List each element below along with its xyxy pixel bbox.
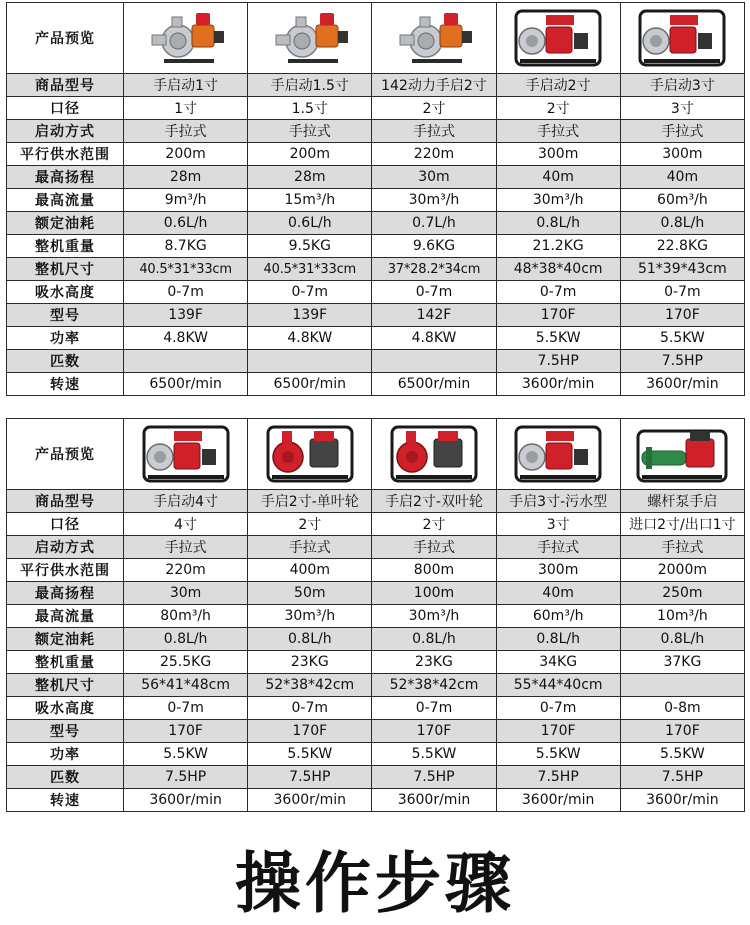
table-cell: 28m	[248, 166, 372, 189]
table-cell: 7.5HP	[124, 766, 248, 789]
table-cell: 2寸	[372, 513, 496, 536]
table-cell: 0.8L/h	[124, 628, 248, 651]
table-cell: 5.5KW	[620, 327, 744, 350]
framed-pump-icon	[630, 5, 734, 71]
row-label: 产品预览	[7, 3, 124, 74]
table-cell: 30m³/h	[248, 605, 372, 628]
table-cell: 0-7m	[372, 281, 496, 304]
table-cell: 0.8L/h	[620, 628, 744, 651]
table-cell: 3寸	[496, 513, 620, 536]
table-cell: 2000m	[620, 559, 744, 582]
row-label: 额定油耗	[7, 212, 124, 235]
product-image-cell	[496, 419, 620, 490]
table-row	[7, 258, 745, 281]
table-cell	[124, 350, 248, 373]
table-cell: 22.8KG	[620, 235, 744, 258]
table-cell: 220m	[372, 143, 496, 166]
table-cell: 0.6L/h	[124, 212, 248, 235]
row-label: 最高流量	[7, 189, 124, 212]
table-cell: 0-7m	[124, 697, 248, 720]
table-cell: 25.5KG	[124, 651, 248, 674]
row-label: 平行供水范围	[7, 143, 124, 166]
product-image-cell	[496, 3, 620, 74]
table-cell: 40m	[496, 582, 620, 605]
row-label: 商品型号	[7, 74, 124, 97]
table-cell: 52*38*42cm	[248, 674, 372, 697]
table-cell: 170F	[620, 720, 744, 743]
table-cell	[372, 350, 496, 373]
table-cell: 手拉式	[248, 120, 372, 143]
table-cell: 21.2KG	[496, 235, 620, 258]
row-label: 平行供水范围	[7, 559, 124, 582]
table-cell: 200m	[248, 143, 372, 166]
table-cell: 37KG	[620, 651, 744, 674]
table-cell: 5.5KW	[496, 743, 620, 766]
table-cell: 手启3寸-污水型	[496, 490, 620, 513]
table-cell: 220m	[124, 559, 248, 582]
table-cell: 30m	[124, 582, 248, 605]
table-cell: 5.5KW	[620, 743, 744, 766]
table-cell: 28m	[124, 166, 248, 189]
table-row	[7, 189, 745, 212]
table-row	[7, 743, 745, 766]
table-cell: 300m	[496, 143, 620, 166]
small-silver-pump-icon	[134, 5, 238, 71]
table-cell: 0-7m	[620, 281, 744, 304]
table-cell: 170F	[124, 720, 248, 743]
table-cell: 0.8L/h	[248, 628, 372, 651]
product-image-cell	[124, 3, 248, 74]
table-cell: 5.5KW	[248, 743, 372, 766]
framed-pump-icon	[134, 421, 238, 487]
table-cell: 9.6KG	[372, 235, 496, 258]
table-cell: 6500r/min	[248, 373, 372, 396]
row-label: 型号	[7, 304, 124, 327]
table-row	[7, 212, 745, 235]
table-cell: 37*28.2*34cm	[372, 258, 496, 281]
table-cell: 进口2寸/出口1寸	[620, 513, 744, 536]
green-screw-pump-icon	[630, 421, 734, 487]
table-cell: 0.8L/h	[496, 212, 620, 235]
table-cell: 52*38*42cm	[372, 674, 496, 697]
row-label: 转速	[7, 789, 124, 812]
table-cell: 1.5寸	[248, 97, 372, 120]
table-cell: 2寸	[372, 97, 496, 120]
table-cell	[248, 350, 372, 373]
section-heading: 操作步骤	[235, 845, 515, 922]
row-label: 整机尺寸	[7, 258, 124, 281]
table-cell: 3600r/min	[620, 373, 744, 396]
table-row	[7, 120, 745, 143]
red-fire-pump-icon	[258, 421, 362, 487]
table-row	[7, 235, 745, 258]
table-cell: 9.5KG	[248, 235, 372, 258]
table-row	[7, 720, 745, 743]
table-cell: 9m³/h	[124, 189, 248, 212]
small-silver-pump-icon	[382, 5, 486, 71]
table-cell: 0-7m	[248, 697, 372, 720]
row-label: 口径	[7, 513, 124, 536]
spec-table-1-body	[7, 3, 745, 396]
framed-pump-icon	[506, 5, 610, 71]
table-cell: 142F	[372, 304, 496, 327]
table-cell: 30m	[372, 166, 496, 189]
table-cell: 10m³/h	[620, 605, 744, 628]
table-cell: 手启2寸-双叶轮	[372, 490, 496, 513]
row-label: 口径	[7, 97, 124, 120]
table-cell: 3寸	[620, 97, 744, 120]
table-cell: 3600r/min	[248, 789, 372, 812]
table-row	[7, 373, 745, 396]
table-cell: 7.5HP	[248, 766, 372, 789]
table-cell: 40m	[620, 166, 744, 189]
table-cell: 200m	[124, 143, 248, 166]
framed-pump-icon	[506, 421, 610, 487]
row-label: 功率	[7, 327, 124, 350]
table-cell: 800m	[372, 559, 496, 582]
table-cell: 3600r/min	[124, 789, 248, 812]
table-row	[7, 143, 745, 166]
row-label: 匹数	[7, 350, 124, 373]
red-fire-pump-icon	[382, 421, 486, 487]
table-cell: 40m	[496, 166, 620, 189]
table-cell: 0-7m	[124, 281, 248, 304]
table-row	[7, 97, 745, 120]
table-cell: 手拉式	[124, 120, 248, 143]
table-cell: 4.8KW	[248, 327, 372, 350]
table-cell: 250m	[620, 582, 744, 605]
row-label: 最高扬程	[7, 582, 124, 605]
table-cell: 170F	[372, 720, 496, 743]
table-cell: 34KG	[496, 651, 620, 674]
row-label: 整机重量	[7, 651, 124, 674]
row-label: 启动方式	[7, 536, 124, 559]
row-label: 吸水高度	[7, 281, 124, 304]
table-cell: 5.5KW	[124, 743, 248, 766]
table-cell: 48*38*40cm	[496, 258, 620, 281]
table-cell: 手启动3寸	[620, 74, 744, 97]
row-label: 启动方式	[7, 120, 124, 143]
table-cell: 30m³/h	[372, 189, 496, 212]
spec-table-2-body	[7, 419, 745, 812]
product-image-cell	[372, 3, 496, 74]
table-cell: 手启动4寸	[124, 490, 248, 513]
table-cell: 170F	[248, 720, 372, 743]
table-cell: 0.8L/h	[620, 212, 744, 235]
table-cell: 7.5HP	[496, 766, 620, 789]
row-label: 转速	[7, 373, 124, 396]
table-cell: 142动力手启2寸	[372, 74, 496, 97]
table-cell: 手拉式	[620, 120, 744, 143]
table-row	[7, 605, 745, 628]
table-cell: 5.5KW	[372, 743, 496, 766]
table-cell: 0.7L/h	[372, 212, 496, 235]
table-cell: 7.5HP	[496, 350, 620, 373]
table-cell: 0.6L/h	[248, 212, 372, 235]
table-row	[7, 559, 745, 582]
table-cell: 0-7m	[248, 281, 372, 304]
product-preview-row	[7, 3, 745, 74]
product-image-cell	[248, 3, 372, 74]
product-preview-row	[7, 419, 745, 490]
table-cell: 手拉式	[496, 536, 620, 559]
table-cell: 80m³/h	[124, 605, 248, 628]
product-image-cell	[620, 419, 744, 490]
table-cell: 0-7m	[372, 697, 496, 720]
table-cell: 139F	[248, 304, 372, 327]
table-cell: 7.5HP	[372, 766, 496, 789]
table-cell: 0.8L/h	[372, 628, 496, 651]
table-cell: 40.5*31*33cm	[248, 258, 372, 281]
table-cell: 手拉式	[372, 120, 496, 143]
row-label: 商品型号	[7, 490, 124, 513]
table-cell: 170F	[620, 304, 744, 327]
table-cell: 0-7m	[496, 697, 620, 720]
table-cell: 手拉式	[496, 120, 620, 143]
table-cell: 4.8KW	[372, 327, 496, 350]
table-row	[7, 304, 745, 327]
table-cell: 50m	[248, 582, 372, 605]
row-label: 最高扬程	[7, 166, 124, 189]
row-label: 产品预览	[7, 419, 124, 490]
spec-table-2	[6, 418, 745, 812]
table-cell: 1寸	[124, 97, 248, 120]
table-cell: 55*44*40cm	[496, 674, 620, 697]
table-cell: 手拉式	[124, 536, 248, 559]
row-label: 功率	[7, 743, 124, 766]
table-cell: 6500r/min	[372, 373, 496, 396]
table-cell: 0.8L/h	[496, 628, 620, 651]
table-cell: 7.5HP	[620, 350, 744, 373]
table-cell: 手拉式	[248, 536, 372, 559]
table-row	[7, 536, 745, 559]
table-row	[7, 513, 745, 536]
table-cell: 3600r/min	[372, 789, 496, 812]
table-cell: 4寸	[124, 513, 248, 536]
table-cell: 手启动2寸	[496, 74, 620, 97]
table-cell: 2寸	[496, 97, 620, 120]
table-cell: 100m	[372, 582, 496, 605]
table-row	[7, 674, 745, 697]
table-cell	[620, 674, 744, 697]
table-cell: 4.8KW	[124, 327, 248, 350]
table-row	[7, 166, 745, 189]
table-cell: 60m³/h	[496, 605, 620, 628]
table-cell: 手拉式	[620, 536, 744, 559]
table-row	[7, 766, 745, 789]
table-row	[7, 789, 745, 812]
row-label: 整机重量	[7, 235, 124, 258]
table-row	[7, 327, 745, 350]
row-label: 型号	[7, 720, 124, 743]
table-cell: 0-8m	[620, 697, 744, 720]
table-cell: 螺杆泵手启	[620, 490, 744, 513]
table-cell: 手启2寸-单叶轮	[248, 490, 372, 513]
table-cell: 30m³/h	[372, 605, 496, 628]
table-cell: 3600r/min	[496, 373, 620, 396]
table-cell: 8.7KG	[124, 235, 248, 258]
row-label: 最高流量	[7, 605, 124, 628]
table-cell: 170F	[496, 720, 620, 743]
table-cell: 170F	[496, 304, 620, 327]
product-image-cell	[372, 419, 496, 490]
table-cell: 3600r/min	[496, 789, 620, 812]
table-cell: 15m³/h	[248, 189, 372, 212]
table-row	[7, 281, 745, 304]
table-cell: 30m³/h	[496, 189, 620, 212]
table-cell: 6500r/min	[124, 373, 248, 396]
table-cell: 2寸	[248, 513, 372, 536]
table-cell: 3600r/min	[620, 789, 744, 812]
table-row	[7, 350, 745, 373]
table-cell: 400m	[248, 559, 372, 582]
table-cell: 23KG	[248, 651, 372, 674]
table-row	[7, 697, 745, 720]
table-cell: 56*41*48cm	[124, 674, 248, 697]
row-label: 匹数	[7, 766, 124, 789]
product-image-cell	[620, 3, 744, 74]
row-label: 整机尺寸	[7, 674, 124, 697]
table-cell: 139F	[124, 304, 248, 327]
table-row	[7, 490, 745, 513]
table-cell: 300m	[620, 143, 744, 166]
table-cell: 0-7m	[496, 281, 620, 304]
table-cell: 手启动1.5寸	[248, 74, 372, 97]
table-cell: 23KG	[372, 651, 496, 674]
row-label: 额定油耗	[7, 628, 124, 651]
table-row	[7, 628, 745, 651]
table-cell: 300m	[496, 559, 620, 582]
spec-table-1	[6, 2, 745, 396]
table-cell: 手启动1寸	[124, 74, 248, 97]
table-cell: 51*39*43cm	[620, 258, 744, 281]
table-row	[7, 651, 745, 674]
table-cell: 5.5KW	[496, 327, 620, 350]
table-row	[7, 74, 745, 97]
table-cell: 7.5HP	[620, 766, 744, 789]
table-cell: 40.5*31*33cm	[124, 258, 248, 281]
row-label: 吸水高度	[7, 697, 124, 720]
product-image-cell	[124, 419, 248, 490]
product-image-cell	[248, 419, 372, 490]
table-row	[7, 582, 745, 605]
table-cell: 60m³/h	[620, 189, 744, 212]
table-cell: 手拉式	[372, 536, 496, 559]
small-silver-pump-icon	[258, 5, 362, 71]
